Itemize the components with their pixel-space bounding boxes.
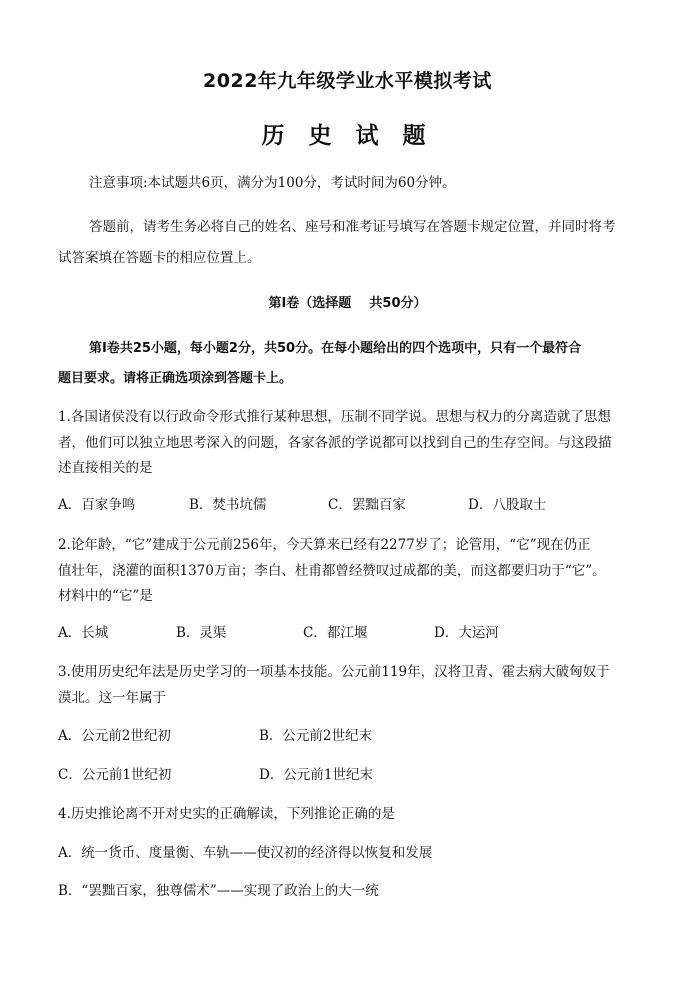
notice-line: 答题前，请考生务必将自己的姓名、座号和准考证号填写在答题卡规定位置，并同时将考 xyxy=(89,219,616,235)
question-3-stem: 漠北。这一年属于 xyxy=(58,690,166,706)
question-2-option-a: A．长城 xyxy=(58,625,109,641)
question-2-option-d: D．大运河 xyxy=(434,625,499,641)
question-4-option-b: B．“罢黜百家，独尊儒术”——实现了政治上的大一统 xyxy=(58,883,379,899)
question-1-stem: 1.各国诸侯没有以行政命令形式推行某种思想，压制不同学说。思想与权力的分离造就了思想 xyxy=(58,409,611,425)
question-4-stem: 4.历史推论离不开对史实的正确解读，下列推论正确的是 xyxy=(58,806,395,822)
exam-title: 2022年九年级学业水平模拟考试 xyxy=(203,70,492,92)
question-1-option-a: A．百家争鸣 xyxy=(58,497,136,513)
question-3-option-b: B．公元前2世纪末 xyxy=(259,728,373,744)
question-2-stem: 材料中的“它”是 xyxy=(58,588,153,604)
question-3-option-a: A．公元前2世纪初 xyxy=(58,728,171,744)
question-3-option-d: D．公元前1世纪末 xyxy=(259,767,373,783)
section-instructions: 题目要求。请将正确选项涂到答题卡上。 xyxy=(58,371,293,386)
notice-line: 试答案填在答题卡的相应位置上。 xyxy=(58,250,261,266)
question-4-option-a: A．统一货币、度量衡、车轨——使汉初的经济得以恢复和发展 xyxy=(58,845,433,861)
section-title: 第Ⅰ卷（选择题 共50分） xyxy=(268,296,427,311)
question-2-stem: 值壮年，浇灌的面积1370万亩；李白、杜甫都曾经赞叹过成都的美，而这都要归功于“它”。 xyxy=(58,563,606,579)
question-2-option-b: B．灵渠 xyxy=(176,625,227,641)
question-3-option-c: C．公元前1世纪初 xyxy=(58,767,172,783)
question-1-stem: 者，他们可以独立地思考深入的问题，各家各派的学说都可以找到自己的生存空间。与这段描 xyxy=(58,435,612,451)
question-3-stem: 3.使用历史纪年法是历史学习的一项基本技能。公元前119年，汉将卫青、霍去病大破匈奴于 xyxy=(58,664,610,680)
question-1-stem: 述直接相关的是 xyxy=(58,460,153,476)
question-1-option-c: C．罢黜百家 xyxy=(328,497,406,513)
question-1-option-d: D．八股取士 xyxy=(468,497,547,513)
question-1-option-b: B．焚书坑儒 xyxy=(189,497,267,513)
notice-line: 注意事项:本试题共6页，满分为100分，考试时间为60分钟。 xyxy=(89,175,456,191)
section-instructions: 第Ⅰ卷共25小题，每小题2分，共50分。在每小题给出的四个选项中，只有一个最符合 xyxy=(89,341,582,356)
question-2-stem: 2.论年龄，“它”建成于公元前256年，今天算来已经有2277岁了；论管用，“它”现在仍正 xyxy=(58,537,591,553)
subject-title: 历 史 试 题 xyxy=(261,123,434,149)
question-2-option-c: C．都江堰 xyxy=(303,625,368,641)
